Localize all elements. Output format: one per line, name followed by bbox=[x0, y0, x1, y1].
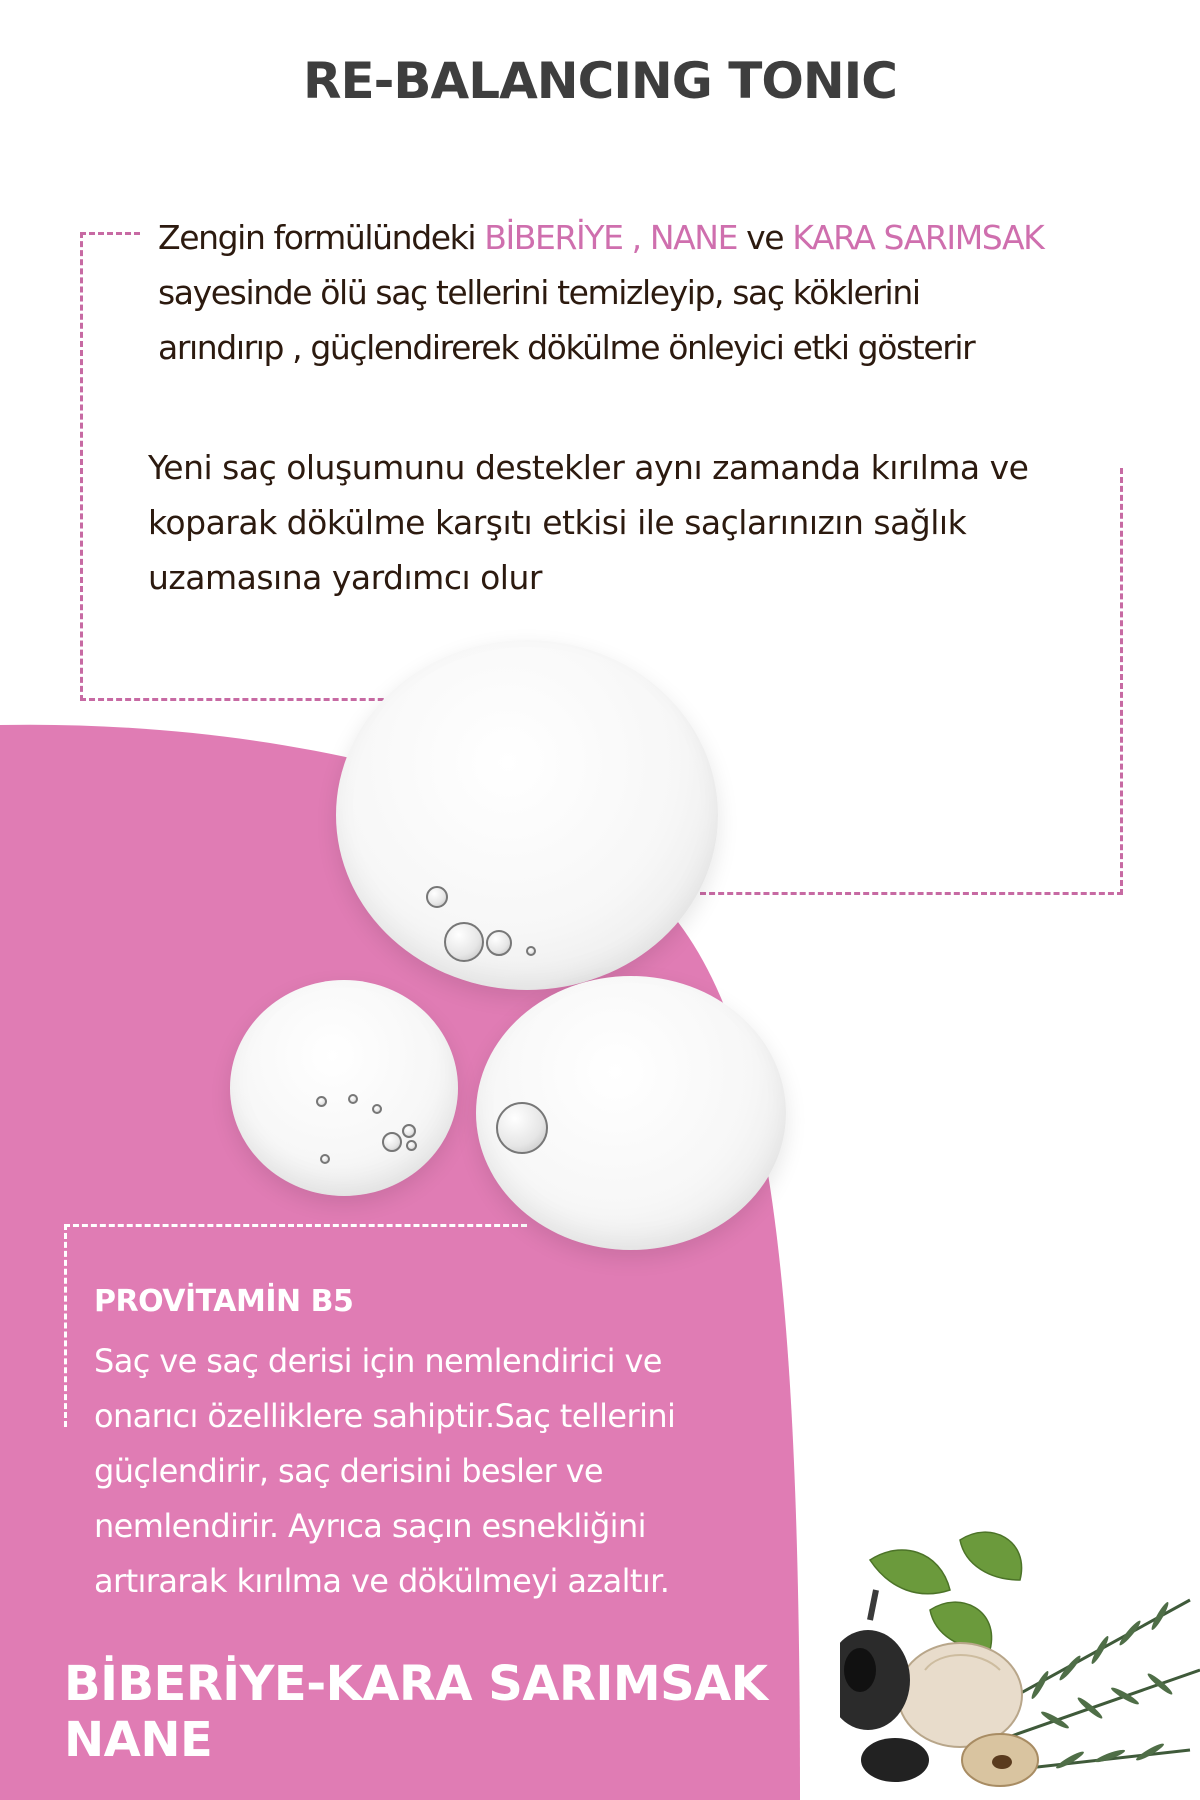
intro-line-3: arındırıp , güçlendirerek dökülme önleyici etki gösterir bbox=[158, 328, 975, 367]
provitamin-line-3: güçlendirir, saç derisini besler ve bbox=[94, 1452, 604, 1490]
intro-paragraph bbox=[158, 210, 1158, 375]
intro-line-2: sayesinde ölü saç tellerini temizleyip, saç köklerini bbox=[158, 273, 920, 312]
bubble-icon bbox=[320, 1154, 330, 1164]
liquid-drop-icon-large bbox=[336, 640, 718, 990]
bubble-icon bbox=[486, 930, 512, 956]
bubble-icon bbox=[382, 1132, 402, 1152]
bubble-icon bbox=[444, 922, 484, 962]
ingredient-highlight-1: BİBERİYE , NANE bbox=[484, 218, 738, 257]
benefit-line-2: koparak dökülme karşıtı etkisi ile saçlarınızın sağlık bbox=[148, 503, 967, 542]
provitamin-paragraph bbox=[94, 1334, 774, 1609]
footer-line-1: BİBERİYE-KARA SARIMSAK bbox=[64, 1656, 768, 1712]
footer-line-2: NANE bbox=[64, 1712, 213, 1768]
provitamin-line-5: artırarak kırılma ve dökülmeyi azaltır. bbox=[94, 1562, 670, 1600]
provitamin-line-1: Saç ve saç derisi için nemlendirici ve bbox=[94, 1342, 662, 1380]
bubble-icon bbox=[348, 1094, 358, 1104]
benefit-line-1: Yeni saç oluşumunu destekler aynı zamanda kırılma ve bbox=[148, 448, 1029, 487]
intro-line-1: Zengin formülündeki BİBERİYE , NANE ve KARA SARIMSAK bbox=[158, 218, 1044, 257]
bubble-icon bbox=[496, 1102, 548, 1154]
liquid-drop-icon-small bbox=[230, 980, 458, 1196]
bubble-icon bbox=[316, 1096, 327, 1107]
bubble-icon bbox=[372, 1104, 382, 1114]
herbs-garlic-icon bbox=[840, 1520, 1200, 1800]
ingredients-footer-title bbox=[64, 1656, 964, 1768]
benefit-paragraph bbox=[148, 440, 1168, 605]
page-title: RE-BALANCING TONIC bbox=[303, 52, 897, 110]
provitamin-line-2: onarıcı özelliklere sahiptir.Saç tellerini bbox=[94, 1397, 676, 1435]
bubble-icon bbox=[406, 1140, 417, 1151]
provitamin-title: PROVİTAMİN B5 bbox=[94, 1284, 354, 1319]
bubble-icon bbox=[402, 1124, 416, 1138]
provitamin-line-4: nemlendirir. Ayrıca saçın esnekliğini bbox=[94, 1507, 646, 1545]
bubble-icon bbox=[526, 946, 536, 956]
ingredient-highlight-2: KARA SARIMSAK bbox=[792, 218, 1044, 257]
benefit-line-3: uzamasına yardımcı olur bbox=[148, 558, 542, 597]
bubble-icon bbox=[426, 886, 448, 908]
